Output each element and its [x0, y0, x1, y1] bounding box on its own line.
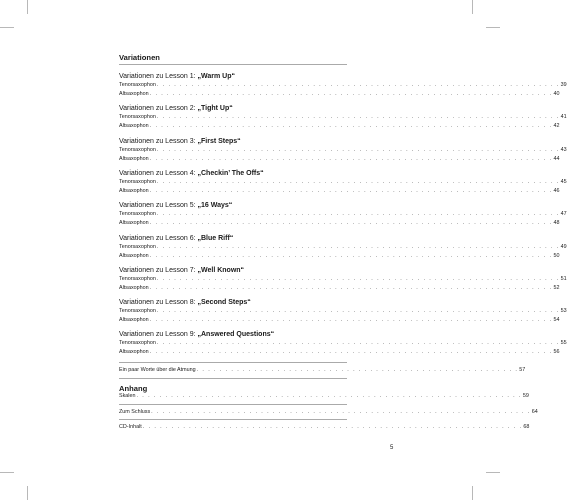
divider	[119, 64, 347, 65]
lesson-title	[119, 331, 274, 338]
toc-entry[interactable]	[119, 210, 567, 218]
toc-entry[interactable]	[119, 113, 567, 121]
toc-entry-label: Tenorsaxophon	[119, 146, 156, 153]
toc-entry-label: Altsaxophon	[119, 284, 149, 291]
toc-page-number: 64	[531, 409, 538, 415]
lesson-number: 7:	[189, 266, 196, 274]
divider	[119, 419, 347, 420]
toc-entry[interactable]	[119, 275, 567, 283]
toc-page-number: 39	[560, 82, 567, 88]
toc-entry-label: CD-Inhalt	[119, 424, 142, 430]
leader-dots: . . . . . . . . . . . . . . . . . . . . . . . . . . . . . . . . . . . . . . . . . . . . . . . . . . . . . . . . . . . . . . . . . . . . . .	[156, 178, 560, 185]
lesson-number: 5:	[189, 202, 196, 210]
toc-entry-label: Tenorsaxophon	[119, 308, 156, 315]
leader-dots: . . . . . . . . . . . . . . . . . . . . . . . . . . . . . . . . . . . . . . . . . . . . . . . . . . . . . . . . . . . . . . . . . . . . . .	[156, 211, 560, 218]
lesson-number: 4:	[189, 169, 196, 177]
leader-dots: . . . . . . . . . . . . . . . . . . . . . . . . . . . . . . . . . . . . . . . . . . . . . . . . . . . . . . . . . . . . . . . . . . .	[136, 393, 522, 399]
toc-page-number: 49	[560, 243, 567, 250]
leader-dots: . . . . . . . . . . . . . . . . . . . . . . . . . . . . . . . . . . . . . . . . . . . . . . . . . . . . . . . . . . . . . . . . . . . . . .	[149, 155, 553, 162]
toc-entry[interactable]	[119, 187, 560, 195]
crop-mark	[0, 27, 14, 28]
crop-mark	[486, 27, 500, 28]
toc-entry-label: Altsaxophon	[119, 123, 149, 130]
leader-dots: . . . . . . . . . . . . . . . . . . . . . . . . . . . . . . . . . . . . . . . . . . . . . . . . . . . . . . . . . . . . . . . . . . . . . .	[156, 340, 560, 347]
lesson-number: 6:	[189, 234, 196, 242]
leader-dots: . . . . . . . . . . . . . . . . . . . . . . . . . . . . . . . . . . . . . . . . . . . . . . . . . . . . . . . . . . . . . . . . . . . . . .	[149, 317, 553, 324]
toc-entry-label: Tenorsaxophon	[119, 178, 156, 185]
toc-entry-label: Tenorsaxophon	[119, 275, 156, 282]
lesson-title	[119, 138, 241, 145]
lesson-prefix: Variationen zu Lesson	[119, 331, 188, 339]
section-heading-variationen: Variationen	[119, 53, 160, 62]
page-number: 5	[390, 445, 394, 451]
toc-entry-label: Altsaxophon	[119, 187, 149, 194]
leader-dots: . . . . . . . . . . . . . . . . . . . . . . . . . . . . . . . . . . . . . . . . . . . . . . . . . . . . . . . . . . . . . . . . . .	[151, 409, 531, 415]
toc-page-number: 41	[560, 114, 567, 121]
lesson-name: „16 Ways“	[197, 202, 233, 210]
leader-dots: . . . . . . . . . . . . . . . . . . . . . . . . . . . . . . . . . . . . . . . . . . . . . . . . . . . . . . . . . . . . . . . . . . . . . .	[156, 308, 560, 315]
toc-entry[interactable]	[119, 316, 560, 324]
toc-page-number: 46	[553, 187, 560, 194]
lesson-name: „Answered Questions“	[197, 331, 275, 339]
toc-page-number: 68	[523, 424, 530, 430]
toc-entry-label: Altsaxophon	[119, 349, 149, 356]
leader-dots: . . . . . . . . . . . . . . . . . . . . . . . . . . . . . . . . . . . . . . . . . . . . . . . . . . . . . . . . . . . . . . . . . . . . . .	[149, 187, 553, 194]
toc-page-number: 53	[560, 308, 567, 315]
leader-dots: . . . . . . . . . . . . . . . . . . . . . . . . . . . . . . . . . . . . . . . . . . . . . . . . . . . . . . . . . . . . . . . . . . . . . .	[149, 123, 553, 130]
toc-page-number: 56	[553, 349, 560, 356]
lesson-prefix: Variationen zu Lesson	[119, 73, 188, 80]
lesson-name: „Checkin’ The Offs“	[197, 169, 264, 177]
crop-mark	[472, 0, 473, 14]
toc-entry-label: Tenorsaxophon	[119, 82, 156, 88]
divider	[119, 404, 347, 405]
toc-entry[interactable]	[119, 284, 560, 292]
leader-dots: . . . . . . . . . . . . . . . . . . . . . . . . . . . . . . . . . . . . . . . . . . . . . . . . . . . . . . . . . . . . . . . . . . . . . .	[149, 252, 553, 259]
lesson-title	[119, 267, 244, 274]
crop-mark	[27, 0, 28, 14]
crop-mark	[486, 472, 500, 473]
leader-dots: . . . . . . . . . . . . . . . . . . . . . . . . . . . . . . . . . . . . . . . . . . . . . . . . . . . . . . . . . . . . . . . . . . . . . .	[149, 284, 553, 291]
lesson-number: 2:	[189, 105, 196, 113]
lesson-name: „Warm Up“	[197, 73, 235, 80]
toc-entry[interactable]	[119, 219, 560, 227]
toc-entry[interactable]	[119, 339, 567, 347]
toc-entry[interactable]	[119, 146, 567, 154]
crop-mark	[472, 486, 473, 500]
toc-page-number: 57	[519, 367, 526, 373]
toc-entry[interactable]	[119, 252, 560, 260]
leader-dots: . . . . . . . . . . . . . . . . . . . . . . . . . . . . . . . . . . . . . . . . . . . . . . . . . . . . . . . . . . . . . . . . . .	[142, 424, 523, 430]
toc-entry-label: Ein paar Worte über die Atmung	[119, 367, 196, 373]
divider	[119, 378, 347, 379]
toc-page-number: 44	[553, 155, 560, 162]
toc-entry[interactable]	[119, 90, 560, 98]
toc-entry[interactable]	[119, 155, 560, 163]
toc-page-number: 55	[560, 340, 567, 347]
toc-entry-cd-inhalt[interactable]	[119, 423, 530, 431]
toc-page-number: 50	[553, 252, 560, 259]
toc-entry-label: Altsaxophon	[119, 220, 149, 227]
lesson-prefix: Variationen zu Lesson	[119, 105, 188, 113]
toc-page-number: 43	[560, 146, 567, 153]
lesson-prefix: Variationen zu Lesson	[119, 266, 188, 274]
lesson-number: 9:	[189, 331, 196, 339]
toc-page-number: 45	[560, 178, 567, 185]
lesson-number: 1:	[189, 73, 196, 80]
toc-entry-label: Altsaxophon	[119, 252, 149, 259]
lesson-number: 3:	[189, 137, 196, 145]
toc-entry[interactable]	[119, 348, 560, 356]
toc-page-number: 51	[560, 275, 567, 282]
lesson-title	[119, 73, 235, 80]
toc-page-number: 52	[553, 284, 560, 291]
toc-entry-label: Zum Schluss	[119, 409, 151, 415]
lesson-name: „Blue Riff“	[197, 234, 234, 242]
lesson-name: „Well Known“	[197, 266, 245, 274]
leader-dots: . . . . . . . . . . . . . . . . . . . . . . . . . . . . . . . . . . . . . . . . . . . . . . . . . . . . . . . . . . . . . . . . . . . . . .	[156, 82, 560, 88]
toc-entry[interactable]	[119, 307, 567, 315]
lesson-name: „Tight Up“	[197, 105, 233, 113]
toc-entry-zum-schluss[interactable]	[119, 408, 538, 416]
toc-page-number: 40	[553, 91, 560, 97]
lesson-title	[119, 202, 232, 209]
toc-entry-label: Tenorsaxophon	[119, 114, 156, 121]
toc-page-number: 59	[522, 393, 529, 399]
toc-entry-label: Altsaxophon	[119, 317, 149, 324]
toc-entry-label: Altsaxophon	[119, 155, 149, 162]
leader-dots: . . . . . . . . . . . . . . . . . . . . . . . . . . . . . . . . . . . . . . . . . . . . . . . . . . . . . . . . . . . . . . . . . . . . . .	[149, 220, 553, 227]
leader-dots: . . . . . . . . . . . . . . . . . . . . . . . . . . . . . . . . . . . . . . . . . . . . . . . . . . . . . . . . . . . . . . . . . . . . . .	[156, 243, 560, 250]
toc-entry[interactable]	[119, 81, 567, 89]
lesson-prefix: Variationen zu Lesson	[119, 137, 188, 145]
toc-entry-label: Tenorsaxophon	[119, 211, 156, 218]
toc-page-number: 48	[553, 220, 560, 227]
leader-dots: . . . . . . . . . . . . . . . . . . . . . . . . . . . . . . . . . . . . . . . . . . . . . . . . . . . . . . . . . . . . . . . . . . . . . .	[156, 275, 560, 282]
toc-entry-label: Skalen	[119, 393, 136, 399]
leader-dots: . . . . . . . . . . . . . . . . . . . . . . . . . . . . . . . . . . . . . . . . . . . . . . . . . . . . . . . . . . . . . . . . . . . . . .	[149, 91, 553, 97]
leader-dots: . . . . . . . . . . . . . . . . . . . . . . . . . . . . . . . . . . . . . . . . . . . . . . . . . . . . . . . .	[196, 367, 519, 373]
toc-page-number: 47	[560, 211, 567, 218]
toc-page-number: 54	[553, 317, 560, 324]
toc-entry-label: Tenorsaxophon	[119, 340, 156, 347]
toc-entry-label: Altsaxophon	[119, 91, 149, 97]
lesson-name: „Second Steps“	[197, 299, 251, 307]
lesson-prefix: Variationen zu Lesson	[119, 299, 188, 307]
leader-dots: . . . . . . . . . . . . . . . . . . . . . . . . . . . . . . . . . . . . . . . . . . . . . . . . . . . . . . . . . . . . . . . . . . . . . .	[156, 114, 560, 121]
lesson-prefix: Variationen zu Lesson	[119, 169, 188, 177]
lesson-prefix: Variationen zu Lesson	[119, 234, 188, 242]
toc-page-number: 42	[553, 123, 560, 130]
leader-dots: . . . . . . . . . . . . . . . . . . . . . . . . . . . . . . . . . . . . . . . . . . . . . . . . . . . . . . . . . . . . . . . . . . . . . .	[149, 349, 553, 356]
crop-mark	[27, 486, 28, 500]
lesson-title	[119, 170, 264, 177]
lesson-name: „First Steps“	[197, 137, 241, 145]
toc-entry[interactable]	[119, 243, 567, 251]
toc-entry[interactable]	[119, 122, 560, 130]
lesson-number: 8:	[189, 299, 196, 307]
toc-entry-label: Tenorsaxophon	[119, 243, 156, 250]
lesson-title	[119, 105, 233, 112]
crop-mark	[0, 472, 14, 473]
toc-entry-skalen[interactable]	[119, 392, 529, 400]
lesson-prefix: Variationen zu Lesson	[119, 202, 188, 210]
toc-entry-atmung[interactable]	[119, 366, 526, 374]
section-heading-anhang: Anhang	[119, 384, 148, 393]
lesson-title	[119, 299, 251, 306]
divider	[119, 362, 347, 363]
lesson-title	[119, 235, 233, 242]
leader-dots: . . . . . . . . . . . . . . . . . . . . . . . . . . . . . . . . . . . . . . . . . . . . . . . . . . . . . . . . . . . . . . . . . . . . . .	[156, 146, 560, 153]
toc-entry[interactable]	[119, 178, 567, 186]
